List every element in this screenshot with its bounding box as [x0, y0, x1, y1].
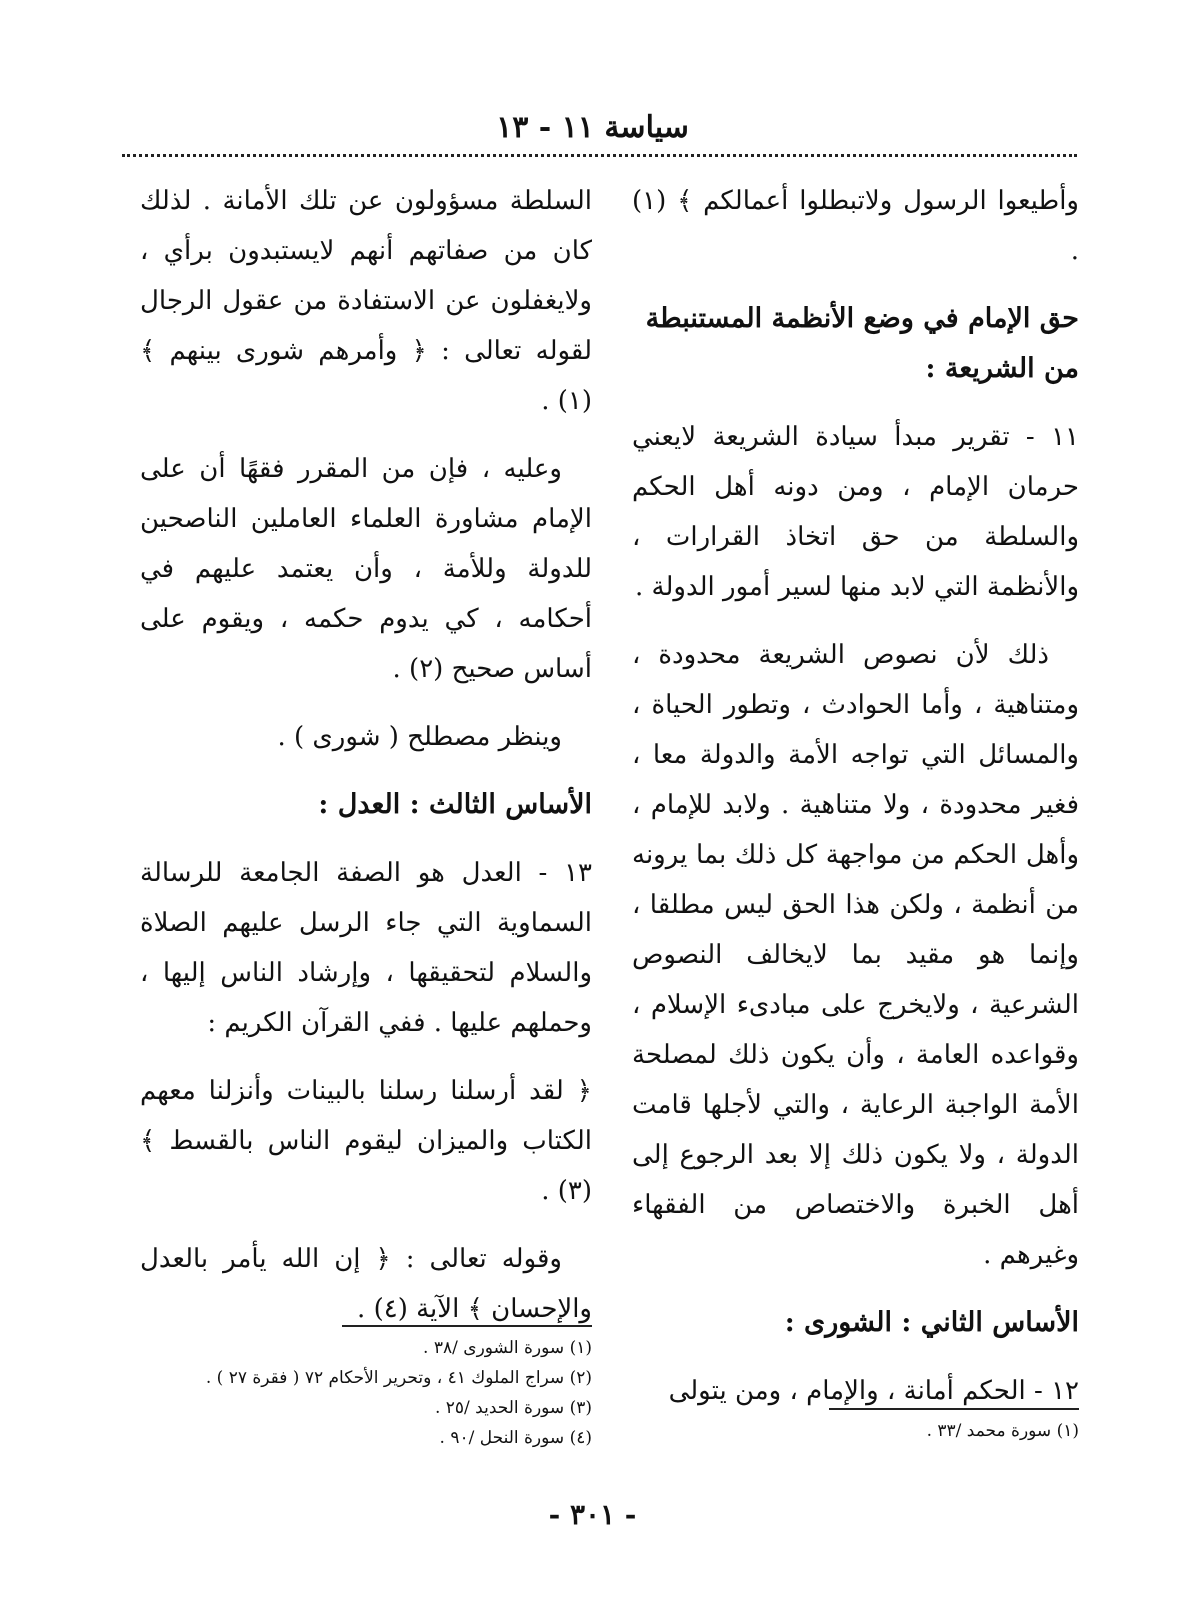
right-paragraph-2: ١١ - تقرير مبدأ سيادة الشريعة لايعني حرمان الإمام ، ومن دونه أهل الحكم والسلطة من حق اتخاذ القرارات ، والأنظمة التي لابد منها لسير أمور الدولة . [632, 422, 1079, 602]
right-paragraph-4: ١٢ - الحكم أمانة ، والإمام ، ومن يتولى [668, 1376, 1079, 1406]
left-paragraph-3: وينظر مصطلح ( شورى ) . [277, 722, 562, 752]
header-dotted-divider [122, 154, 1077, 157]
left-footnote-3: (٣) سورة الحديد /٢٥ . [434, 1398, 592, 1418]
left-paragraph-6: وقوله تعالى : ﴿ إن الله يأمر بالعدل والإحسان ﴾ الآية (٤) . [140, 1244, 592, 1324]
page-number: - ٣٠١ - [548, 1498, 637, 1531]
left-footnote-divider [342, 1325, 592, 1327]
left-paragraph-4: ١٣ - العدل هو الصفة الجامعة للرسالة السماوية التي جاء الرسل عليهم الصلاة والسلام لتحقيقها ، وإرشاد الناس إليها ، وحملهم عليها . ففي القرآن الكريم : [140, 858, 592, 1038]
right-footnote-divider [829, 1408, 1079, 1410]
right-heading-shura: الأساس الثاني : الشورى : [784, 1307, 1079, 1338]
right-heading-imam-rights: حق الإمام في وضع الأنظمة المستنبطة من الشريعة : [645, 303, 1079, 384]
right-footnote-1: (١) سورة محمد /٣٣ . [926, 1421, 1079, 1441]
left-paragraph-2: وعليه ، فإن من المقرر فقهًا أن على الإمام مشاورة العلماء العاملين الناصحين للدولة وللأمة ، وأن يعتمد عليهم في أحكامه ، كي يدوم حكمه ، ويقوم على أساس صحيح (٢) . [140, 454, 592, 684]
right-paragraph-1: وأطيعوا الرسول ولاتبطلوا أعمالكم ﴾ (١) . [632, 186, 1079, 266]
right-column [632, 176, 1079, 1434]
page-header: سياسة ١١ - ١٣ [496, 110, 689, 145]
left-footnote-4: (٤) سورة النحل /٩٠ . [439, 1428, 592, 1448]
right-footnotes [632, 1408, 1079, 1446]
left-paragraph-1: السلطة مسؤولون عن تلك الأمانة . لذلك كان من صفاتهم أنهم لايستبدون برأي ، ولايغفلون عن الاستفادة من عقول الرجال لقوله تعالى : ﴿ وأمرهم شورى بينهم ﴾ (١) . [140, 186, 592, 416]
right-paragraph-3: ذلك لأن نصوص الشريعة محدودة ، ومتناهية ، وأما الحوادث ، وتطور الحياة ، والمسائل التي تواجه الأمة والدولة معا ، فغير محدودة ، ولا متناهية . ولابد للإمام ، وأهل الحكم من مواجهة كل ذلك بما يرونه من أنظمة ، ولكن هذا الحق ليس مطلقا ، وإنما هو مقيد بما لايخالف النصوص الشرعية ، ولايخرج على مبادىء الإسلام ، وقواعده العامة ، وأن يكون ذلك لمصلحة الأمة الواجبة الرعاية ، والتي لأجلها قامت الدولة ، ولا يكون ذلك إلا بعد الرجوع إلى أهل الخبرة والاختصاص من الفقهاء وغيرهم . [632, 640, 1079, 1270]
left-column [140, 176, 592, 1352]
left-paragraph-5: ﴿ لقد أرسلنا رسلنا بالبينات وأنزلنا معهم الكتاب والميزان ليقوم الناس بالقسط ﴾ (٣) . [140, 1076, 592, 1206]
left-heading-justice: الأساس الثالث : العدل : [318, 789, 592, 820]
left-footnotes [140, 1325, 592, 1453]
left-footnote-2: (٢) سراج الملوك ٤١ ، وتحرير الأحكام ٧٢ ( فقرة ٢٧ ) . [205, 1368, 592, 1388]
left-footnote-1: (١) سورة الشورى /٣٨ . [423, 1338, 592, 1358]
